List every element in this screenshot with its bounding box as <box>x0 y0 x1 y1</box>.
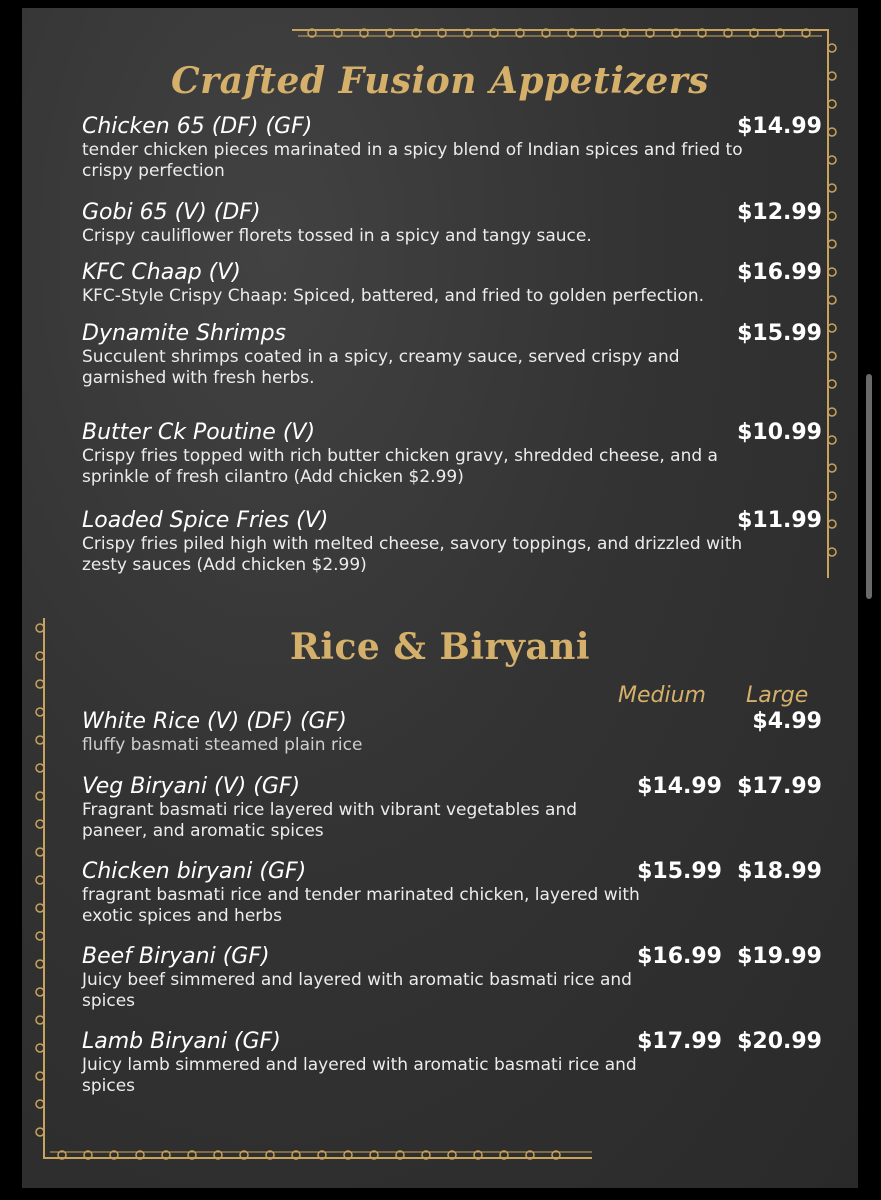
ornament-scroll <box>828 324 836 332</box>
item-description: Juicy lamb simmered and layered with aromatic basmati rice and spices <box>82 1055 637 1096</box>
item-price-large: $17.99 <box>737 774 822 799</box>
ornament-scroll <box>828 128 836 136</box>
ornament-scroll <box>36 1072 44 1080</box>
ornament-scroll <box>828 156 836 164</box>
ornament-scroll <box>828 296 836 304</box>
menu-item <box>82 508 822 576</box>
item-name: KFC Chaap (V) <box>82 260 241 285</box>
ornament-scroll <box>36 904 44 912</box>
item-price: $14.99 <box>737 114 822 139</box>
item-description: KFC-Style Crispy Chaap: Spiced, battered, and fried to golden perfection. <box>82 286 705 306</box>
ornament-scroll <box>36 820 44 828</box>
ornament-scroll <box>36 764 44 772</box>
item-description: Succulent shrimps coated in a spicy, creamy sauce, served crispy and garnished with fresh herbs. <box>82 347 680 388</box>
menu-board <box>22 8 858 1188</box>
item-description: Juicy beef simmered and layered with aromatic basmati rice and spices <box>82 970 632 1011</box>
ornament-scroll <box>828 436 836 444</box>
ornament-scroll <box>36 1100 44 1108</box>
ornament-scroll <box>36 932 44 940</box>
item-name: Loaded Spice Fries (V) <box>82 508 329 533</box>
item-name: Lamb Biryani (GF) <box>82 1029 281 1054</box>
item-description: fragrant basmati rice and tender marinated chicken, layered with exotic spices and herbs <box>82 885 640 926</box>
ornament-scroll <box>828 548 836 556</box>
ornament-scroll <box>828 352 836 360</box>
item-price-medium: $15.99 <box>637 859 722 884</box>
column-header-medium: Medium <box>618 683 706 708</box>
item-name: Veg Biryani (V) (GF) <box>82 774 301 799</box>
item-price: $16.99 <box>737 260 822 285</box>
item-price-medium: $16.99 <box>637 944 722 969</box>
item-price-large: $20.99 <box>737 1029 822 1054</box>
ornament-scroll <box>828 240 836 248</box>
menu-item <box>82 774 822 842</box>
scrollbar-thumb[interactable] <box>866 374 872 599</box>
menu-item <box>82 420 822 488</box>
ornament-scroll <box>828 184 836 192</box>
item-name: Chicken biryani (GF) <box>82 859 307 884</box>
item-price-medium: $14.99 <box>637 774 722 799</box>
ornament-scroll <box>36 708 44 716</box>
ornament-scroll <box>36 1016 44 1024</box>
ornament-scroll <box>36 848 44 856</box>
item-name: Gobi 65 (V) (DF) <box>82 200 261 225</box>
item-description: fluffy basmati steamed plain rice <box>82 735 363 755</box>
item-name: White Rice (V) (DF) (GF) <box>82 709 347 734</box>
ornament-scroll <box>828 268 836 276</box>
ornament-scroll <box>828 44 836 52</box>
item-price: $10.99 <box>737 420 822 445</box>
menu-item <box>82 321 822 389</box>
menu-item <box>82 859 822 927</box>
menu-item <box>82 709 822 756</box>
item-name: Beef Biryani (GF) <box>82 944 270 969</box>
item-price-large: $18.99 <box>737 859 822 884</box>
ornament-scroll <box>36 960 44 968</box>
ornament-scroll <box>828 380 836 388</box>
ornament-scroll <box>828 464 836 472</box>
section-title-rice-biryani: Rice & Biryani <box>289 626 591 668</box>
item-price: $11.99 <box>737 508 822 533</box>
ornament-scroll <box>36 736 44 744</box>
column-header-large: Large <box>746 683 809 708</box>
item-price: $15.99 <box>737 321 822 346</box>
item-description: tender chicken pieces marinated in a spicy blend of Indian spices and fried to crispy perfection <box>82 140 743 181</box>
ornament-scroll <box>828 520 836 528</box>
ornament-scroll <box>36 876 44 884</box>
ornament-scroll <box>36 988 44 996</box>
menu-item <box>82 114 822 182</box>
section-title-appetizers: Crafted Fusion Appetizers <box>171 60 709 102</box>
ornament-scroll <box>36 680 44 688</box>
ornament-scroll <box>36 792 44 800</box>
item-name: Chicken 65 (DF) (GF) <box>82 114 313 139</box>
menu-item <box>82 260 822 307</box>
menu-item <box>82 200 822 247</box>
menu-item <box>82 1029 822 1097</box>
item-description: Crispy cauliflower florets tossed in a spicy and tangy sauce. <box>82 226 592 246</box>
ornament-scroll <box>36 1128 44 1136</box>
item-price: $12.99 <box>737 200 822 225</box>
item-price-medium: $17.99 <box>637 1029 722 1054</box>
ornament-scroll <box>828 408 836 416</box>
item-name: Dynamite Shrimps <box>82 321 287 346</box>
item-price-large: $19.99 <box>737 944 822 969</box>
item-name: Butter Ck Poutine (V) <box>82 420 316 445</box>
ornament-scroll <box>828 492 836 500</box>
ornament-scroll <box>36 1044 44 1052</box>
item-description: Fragrant basmati rice layered with vibrant vegetables and paneer, and aromatic spices <box>82 800 578 841</box>
ornament-scroll <box>828 212 836 220</box>
item-description: Crispy fries piled high with melted cheese, savory toppings, and drizzled with zesty sauces (Add chicken $2.99) <box>82 534 743 575</box>
item-price-large: $4.99 <box>752 709 822 734</box>
item-description: Crispy fries topped with rich butter chicken gravy, shredded cheese, and a sprinkle of fresh cilantro (Add chicken $2.99) <box>82 446 718 487</box>
menu-item <box>82 944 822 1012</box>
